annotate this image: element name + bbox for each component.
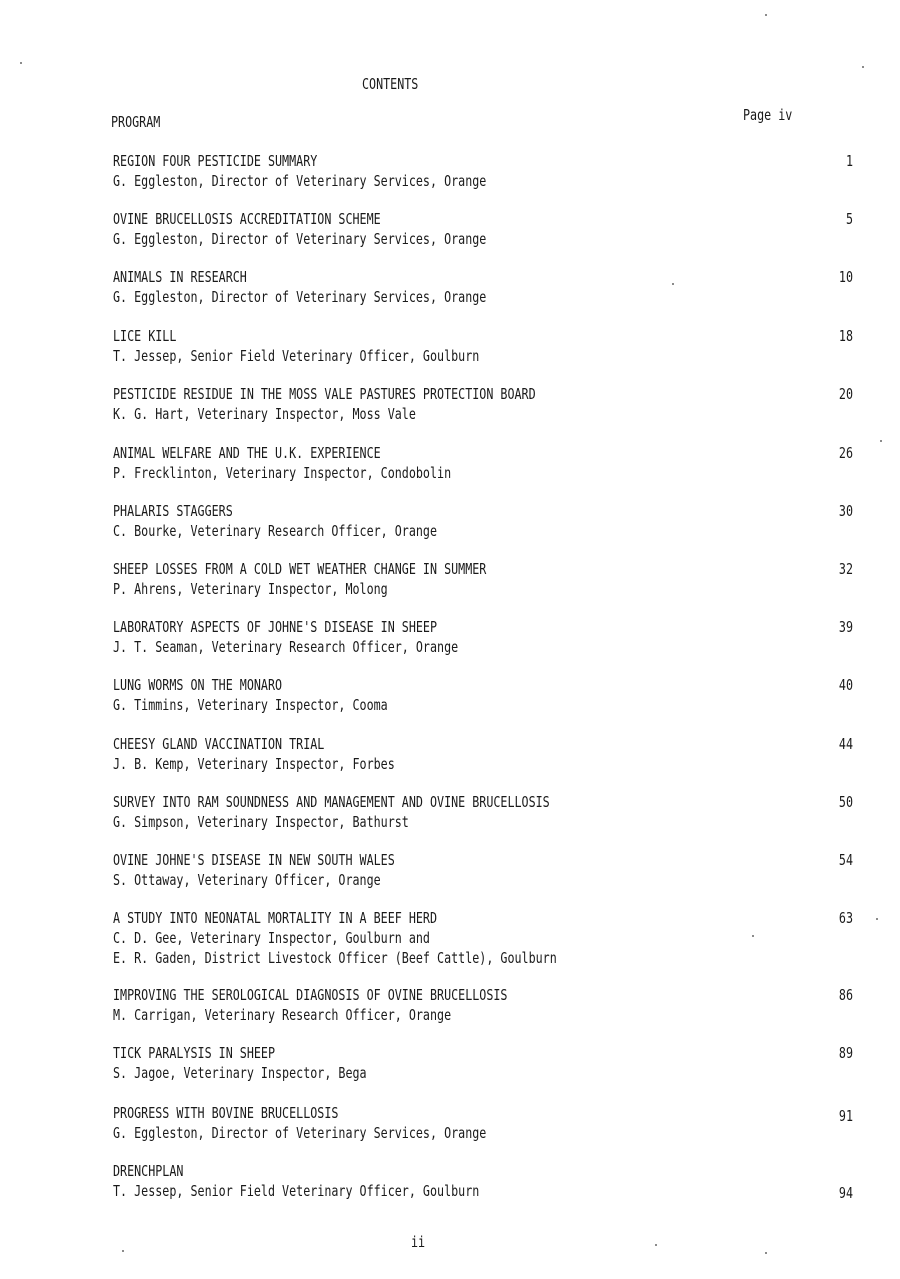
toc-entry[interactable] [113, 908, 853, 968]
entry-page-number: 26 [838, 444, 853, 462]
entry-page-number: 63 [838, 909, 853, 927]
page-title: CONTENTS [362, 75, 419, 93]
toc-entry[interactable] [113, 384, 853, 444]
entry-page-number: 54 [838, 851, 853, 869]
toc-entry[interactable] [113, 151, 853, 211]
entry-page-number: 94 [838, 1184, 853, 1202]
scan-speck [765, 14, 767, 16]
entry-author: S. Ottaway, Veterinary Officer, Orange [113, 871, 381, 889]
entry-page-number: 1 [845, 152, 853, 170]
entry-topic: SHEEP LOSSES FROM A COLD WET WEATHER CHANGE IN SUMMER [113, 560, 487, 578]
entry-author: G. Simpson, Veterinary Inspector, Bathurst [113, 813, 409, 831]
toc-entry[interactable] [113, 443, 853, 503]
entry-topic: PROGRESS WITH BOVINE BRUCELLOSIS [113, 1104, 339, 1122]
entry-topic: ANIMALS IN RESEARCH [113, 268, 247, 286]
entry-author: E. R. Gaden, District Livestock Officer (Beef Cattle), Goulburn [113, 949, 557, 967]
scan-speck [672, 283, 674, 285]
scan-speck [752, 935, 754, 937]
toc-entry[interactable] [113, 559, 853, 619]
entry-topic: IMPROVING THE SEROLOGICAL DIAGNOSIS OF OVINE BRUCELLOSIS [113, 986, 508, 1004]
toc-entry[interactable] [113, 1103, 853, 1163]
entry-author: C. D. Gee, Veterinary Inspector, Goulburn and [113, 929, 430, 947]
entry-author: M. Carrigan, Veterinary Research Officer, Orange [113, 1006, 452, 1024]
toc-entry[interactable] [113, 1161, 853, 1221]
entry-author: G. Eggleston, Director of Veterinary Services, Orange [113, 1124, 487, 1142]
entry-topic: LUNG WORMS ON THE MONARO [113, 676, 283, 694]
entry-author: S. Jagoe, Veterinary Inspector, Bega [113, 1064, 367, 1082]
toc-entry[interactable] [113, 985, 853, 1045]
toc-entry[interactable] [113, 1043, 853, 1103]
program-label: PROGRAM [111, 113, 161, 131]
entry-topic: REGION FOUR PESTICIDE SUMMARY [113, 152, 318, 170]
entry-topic: LABORATORY ASPECTS OF JOHNE'S DISEASE IN SHEEP [113, 618, 438, 636]
toc-entry[interactable] [113, 501, 853, 561]
entry-author: J. T. Seaman, Veterinary Research Officer, Orange [113, 638, 459, 656]
entry-page-number: 32 [838, 560, 853, 578]
entry-topic: LICE KILL [113, 327, 177, 345]
entry-page-number: 5 [845, 210, 853, 228]
page-column-label: Page iv [743, 106, 793, 124]
entry-topic: ANIMAL WELFARE AND THE U.K. EXPERIENCE [113, 444, 381, 462]
entry-topic: OVINE BRUCELLOSIS ACCREDITATION SCHEME [113, 210, 381, 228]
scan-speck [655, 1244, 657, 1246]
entry-page-number: 91 [838, 1107, 853, 1125]
entry-topic: PESTICIDE RESIDUE IN THE MOSS VALE PASTURES PROTECTION BOARD [113, 385, 536, 403]
entry-page-number: 44 [838, 735, 853, 753]
entry-author: G. Eggleston, Director of Veterinary Services, Orange [113, 230, 487, 248]
entry-topic: OVINE JOHNE'S DISEASE IN NEW SOUTH WALES [113, 851, 395, 869]
entry-page-number: 39 [838, 618, 853, 636]
entry-topic: PHALARIS STAGGERS [113, 502, 233, 520]
entry-author: T. Jessep, Senior Field Veterinary Officer, Goulburn [113, 347, 480, 365]
entry-page-number: 86 [838, 986, 853, 1004]
entry-author: J. B. Kemp, Veterinary Inspector, Forbes [113, 755, 395, 773]
toc-entry[interactable] [113, 850, 853, 910]
entry-author: P. Ahrens, Veterinary Inspector, Molong [113, 580, 388, 598]
scan-speck [20, 62, 22, 64]
toc-entry[interactable] [113, 734, 853, 794]
entry-topic: TICK PARALYSIS IN SHEEP [113, 1044, 276, 1062]
entry-author: G. Timmins, Veterinary Inspector, Cooma [113, 696, 388, 714]
entry-topic: SURVEY INTO RAM SOUNDNESS AND MANAGEMENT AND OVINE BRUCELLOSIS [113, 793, 550, 811]
toc-entry[interactable] [113, 617, 853, 677]
toc-entry[interactable] [113, 792, 853, 852]
entry-author: P. Frecklinton, Veterinary Inspector, Condobolin [113, 464, 452, 482]
entry-topic: A STUDY INTO NEONATAL MORTALITY IN A BEEF HERD [113, 909, 438, 927]
entry-topic: CHEESY GLAND VACCINATION TRIAL [113, 735, 325, 753]
toc-entry[interactable] [113, 209, 853, 269]
toc-entry[interactable] [113, 267, 853, 327]
page-folio: ii [411, 1233, 426, 1251]
toc-entry[interactable] [113, 326, 853, 386]
entry-author: G. Eggleston, Director of Veterinary Services, Orange [113, 172, 487, 190]
scan-speck [765, 1252, 767, 1254]
entry-author: C. Bourke, Veterinary Research Officer, Orange [113, 522, 438, 540]
scan-speck [876, 918, 878, 920]
entry-author: T. Jessep, Senior Field Veterinary Officer, Goulburn [113, 1182, 480, 1200]
entry-author: K. G. Hart, Veterinary Inspector, Moss Vale [113, 405, 416, 423]
entry-page-number: 50 [838, 793, 853, 811]
entry-page-number: 30 [838, 502, 853, 520]
entry-page-number: 40 [838, 676, 853, 694]
entry-page-number: 89 [838, 1044, 853, 1062]
entry-page-number: 20 [838, 385, 853, 403]
entry-page-number: 18 [838, 327, 853, 345]
entry-page-number: 10 [838, 268, 853, 286]
scan-speck [880, 440, 882, 442]
scan-speck [122, 1250, 124, 1252]
toc-entry[interactable] [113, 675, 853, 735]
entry-author: G. Eggleston, Director of Veterinary Services, Orange [113, 288, 487, 306]
scan-speck [862, 66, 864, 68]
entry-topic: DRENCHPLAN [113, 1162, 184, 1180]
